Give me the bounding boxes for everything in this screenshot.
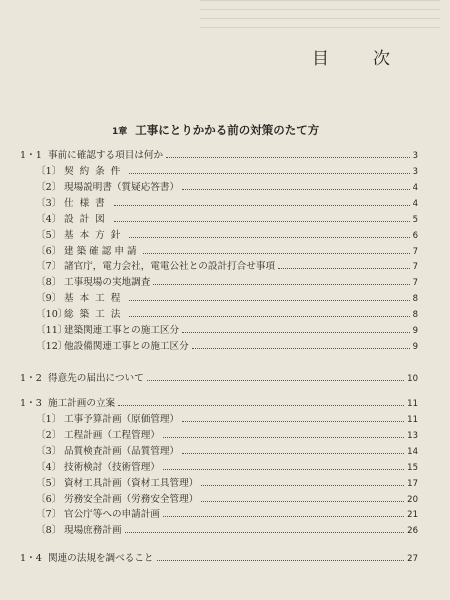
leader-dots — [278, 268, 410, 269]
leader-dots — [182, 332, 409, 333]
leader-dots — [163, 469, 404, 470]
item-number: 〔12〕 — [36, 340, 68, 352]
page-number: 20 — [407, 494, 418, 505]
item-number: 〔3〕 — [36, 445, 62, 457]
toc-item[interactable] — [36, 261, 418, 273]
item-number: 〔3〕 — [36, 197, 62, 209]
item-title: 建築関連工事との施工区分 — [64, 325, 180, 336]
item-number: 〔5〕 — [36, 477, 62, 489]
toc-item[interactable] — [36, 277, 418, 289]
leader-dots — [163, 437, 404, 438]
item-title: 総築工法 — [64, 309, 127, 321]
toc-section[interactable] — [20, 553, 418, 565]
leader-dots — [201, 485, 404, 486]
section-title: 施工計画の立案 — [48, 398, 116, 409]
leader-dots — [129, 316, 409, 317]
toc-section[interactable] — [20, 398, 418, 410]
item-title: 技術検討（技術管理） — [64, 461, 160, 473]
item-title: 労務安全計画（労務安全管理） — [64, 493, 199, 505]
leader-dots — [114, 221, 410, 222]
item-number: 〔1〕 — [36, 414, 62, 425]
toc-item[interactable] — [36, 166, 418, 178]
item-number: 〔9〕 — [36, 293, 62, 305]
item-title: 品質検査計画（品質管理） — [64, 445, 180, 457]
section-number: 1・2 — [20, 373, 42, 384]
toc-item[interactable] — [36, 525, 418, 537]
page-number: 7 — [412, 246, 418, 257]
item-number: 〔11〕 — [36, 325, 68, 336]
toc-item[interactable] — [36, 214, 418, 226]
toc-item[interactable] — [36, 198, 418, 210]
page-number: 6 — [412, 230, 418, 241]
leader-dots — [182, 189, 409, 190]
section-number: 1・3 — [20, 398, 42, 409]
page-number: 14 — [407, 446, 418, 457]
leader-dots — [163, 516, 404, 517]
page-number: 7 — [412, 262, 418, 273]
leader-dots — [157, 560, 405, 561]
toc-item[interactable] — [36, 446, 418, 458]
page-number: 10 — [407, 374, 418, 384]
section-title: 関連の法規を調べること — [48, 553, 154, 564]
item-title: 現場庶務計画 — [64, 525, 122, 537]
page-number: 15 — [407, 462, 418, 473]
leader-dots — [125, 532, 405, 533]
toc-item[interactable] — [36, 494, 418, 506]
item-number: 〔4〕 — [36, 213, 62, 225]
toc-section[interactable] — [20, 373, 418, 385]
item-number: 〔2〕 — [36, 181, 62, 193]
leader-dots — [192, 348, 410, 349]
page-number: 3 — [412, 151, 418, 161]
page-number: 26 — [407, 526, 418, 537]
item-title: 仕様書 — [64, 197, 111, 209]
item-title: 諸官庁，電力会社，電電公社との設計打合せ事項 — [64, 261, 276, 273]
section-title: 得意先の届出について — [48, 373, 144, 384]
toc-item[interactable] — [36, 230, 418, 242]
item-title: 設計図 — [64, 213, 111, 225]
item-number: 〔8〕 — [36, 525, 62, 537]
item-title: 官公庁等への申請計画 — [64, 509, 160, 521]
leader-dots — [129, 300, 409, 301]
page-number: 13 — [407, 430, 418, 441]
item-title: 基本工程 — [64, 293, 127, 305]
page-number: 5 — [412, 214, 418, 225]
item-title: 現場説明書（質疑応答書） — [64, 181, 180, 193]
leader-dots — [182, 453, 404, 454]
item-title: 基本方針 — [64, 229, 127, 241]
toc-section[interactable] — [20, 150, 418, 162]
item-number: 〔8〕 — [36, 277, 62, 289]
toc-item[interactable] — [36, 325, 418, 337]
item-title: 他設備関連工事との施工区分 — [64, 340, 189, 352]
item-number: 〔7〕 — [36, 261, 62, 273]
page-number: 17 — [407, 478, 418, 489]
page-number: 11 — [407, 399, 418, 409]
leader-dots — [143, 253, 410, 254]
page-number: 8 — [412, 294, 418, 305]
toc-item[interactable] — [36, 309, 418, 321]
chapter-title-text: 工事にとりかかる前の対策のたて方 — [135, 123, 320, 137]
page-number: 7 — [412, 278, 418, 289]
leader-dots — [166, 157, 409, 158]
leader-dots — [147, 380, 404, 381]
page-number: 4 — [412, 182, 418, 193]
toc-item[interactable] — [36, 246, 418, 258]
item-title: 資材工具計画（資材工具管理） — [64, 477, 199, 489]
leader-dots — [182, 421, 404, 422]
item-title: 工程計画（工程管理） — [64, 429, 160, 441]
page-number: 21 — [407, 510, 418, 521]
chapter-title — [112, 122, 319, 138]
toc-item[interactable] — [36, 293, 418, 305]
item-title: 工事現場の実地調査 — [64, 277, 151, 289]
bleed-through-text — [200, 0, 440, 30]
item-number: 〔2〕 — [36, 429, 62, 441]
section-number: 1・1 — [20, 150, 42, 161]
item-number: 〔1〕 — [36, 166, 62, 177]
page-number: 3 — [412, 167, 418, 177]
leader-dots — [201, 501, 404, 502]
toc-item[interactable] — [36, 478, 418, 490]
toc-item[interactable] — [36, 341, 418, 353]
item-title: 建築確認申請 — [64, 245, 140, 257]
toc-item[interactable] — [36, 182, 418, 194]
item-title: 工事予算計画（原価管理） — [64, 414, 180, 425]
page-heading: 目次 — [312, 49, 434, 69]
page-number: 9 — [412, 326, 418, 336]
page-number: 27 — [407, 554, 418, 564]
page-number: 4 — [412, 198, 418, 209]
toc-item[interactable] — [36, 462, 418, 474]
item-number: 〔4〕 — [36, 461, 62, 473]
section-title: 事前に確認する項目は何か — [48, 150, 164, 161]
item-number: 〔6〕 — [36, 493, 62, 505]
toc-item[interactable] — [36, 414, 418, 426]
item-title: 契約条件 — [64, 166, 127, 177]
leader-dots — [118, 405, 404, 406]
leader-dots — [129, 237, 409, 238]
section-number: 1・4 — [20, 553, 42, 564]
item-number: 〔10〕 — [36, 309, 68, 321]
item-number: 〔5〕 — [36, 229, 62, 241]
leader-dots — [153, 284, 409, 285]
chapter-number: 1章 — [112, 127, 128, 137]
page-number: 8 — [412, 310, 418, 321]
leader-dots — [129, 173, 409, 174]
item-number: 〔7〕 — [36, 509, 62, 521]
page-number: 9 — [412, 341, 418, 352]
toc-item[interactable] — [36, 430, 418, 442]
toc-item[interactable] — [36, 509, 418, 521]
item-number: 〔6〕 — [36, 245, 62, 257]
page-number: 11 — [407, 415, 418, 425]
leader-dots — [114, 205, 410, 206]
